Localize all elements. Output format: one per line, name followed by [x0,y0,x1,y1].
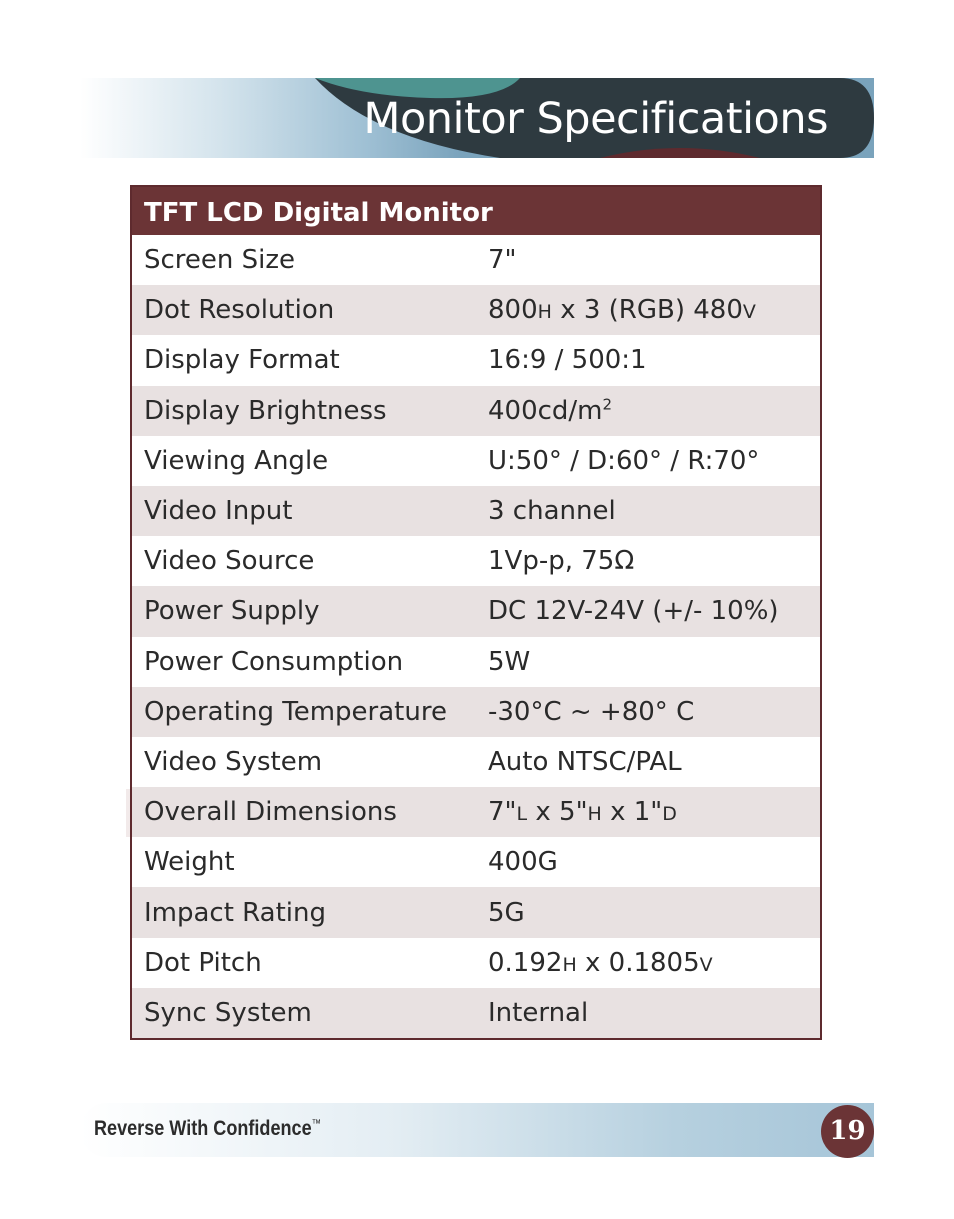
row-value: 5W [488,646,531,677]
row-label: Impact Rating [144,897,327,928]
table-row [132,586,820,636]
table-row [132,887,820,937]
row-label: Weight [144,847,235,878]
row-label: Power Consumption [144,646,404,677]
table-body [132,235,820,1038]
row-value: 3 channel [488,496,616,527]
trademark-symbol: ™ [311,1118,322,1130]
row-label: Video Input [144,496,293,527]
table-row [132,988,820,1038]
row-value: -30°C ~ +80° C [488,696,695,727]
row-edge-mark [126,789,130,837]
row-value: 800H x 3 (RGB) 480V [488,295,756,326]
table-row [132,938,820,988]
row-value: Internal [488,997,589,1028]
row-value: 0.192H x 0.1805V [488,947,713,978]
table-row [132,787,820,837]
table-row [132,386,820,436]
row-value: 5G [488,897,525,928]
table-row [132,536,820,586]
row-value: Auto NTSC/PAL [488,746,682,777]
row-label: Screen Size [144,245,296,276]
row-label: Sync System [144,997,312,1028]
page-number-badge: 19 [821,1105,874,1158]
row-label: Video System [144,746,323,777]
table-row [132,235,820,285]
row-label: Overall Dimensions [144,797,397,828]
table-heading: TFT LCD Digital Monitor [132,187,820,235]
table-row [132,285,820,335]
table-row [132,335,820,385]
table-row [132,637,820,687]
footer-brand: Reverse With Confidence™ [94,1117,322,1140]
row-label: Viewing Angle [144,445,329,476]
row-label: Display Brightness [144,395,387,426]
row-value: 7" [488,245,517,276]
table-row [132,737,820,787]
row-value: 16:9 / 500:1 [488,345,647,376]
page-title: Monitor Specifications [363,94,828,144]
row-value: DC 12V-24V (+/- 10%) [488,596,779,627]
row-value: 400G [488,847,558,878]
table-row [132,436,820,486]
row-label: Operating Temperature [144,696,447,727]
row-value: 1Vp-p, 75Ω [488,546,635,577]
spec-table [130,185,822,1040]
row-value: U:50° / D:60° / R:70° [488,445,760,476]
header-banner [80,78,874,158]
row-label: Power Supply [144,596,320,627]
row-label: Display Format [144,345,340,376]
table-row [132,687,820,737]
row-label: Dot Resolution [144,295,335,326]
footer-bar [80,1103,874,1157]
table-row [132,486,820,536]
row-label: Dot Pitch [144,947,262,978]
row-value: 7"L x 5"H x 1"D [488,797,677,828]
table-row [132,837,820,887]
row-label: Video Source [144,546,315,577]
row-value: $400cd/m^2$ [488,395,613,426]
